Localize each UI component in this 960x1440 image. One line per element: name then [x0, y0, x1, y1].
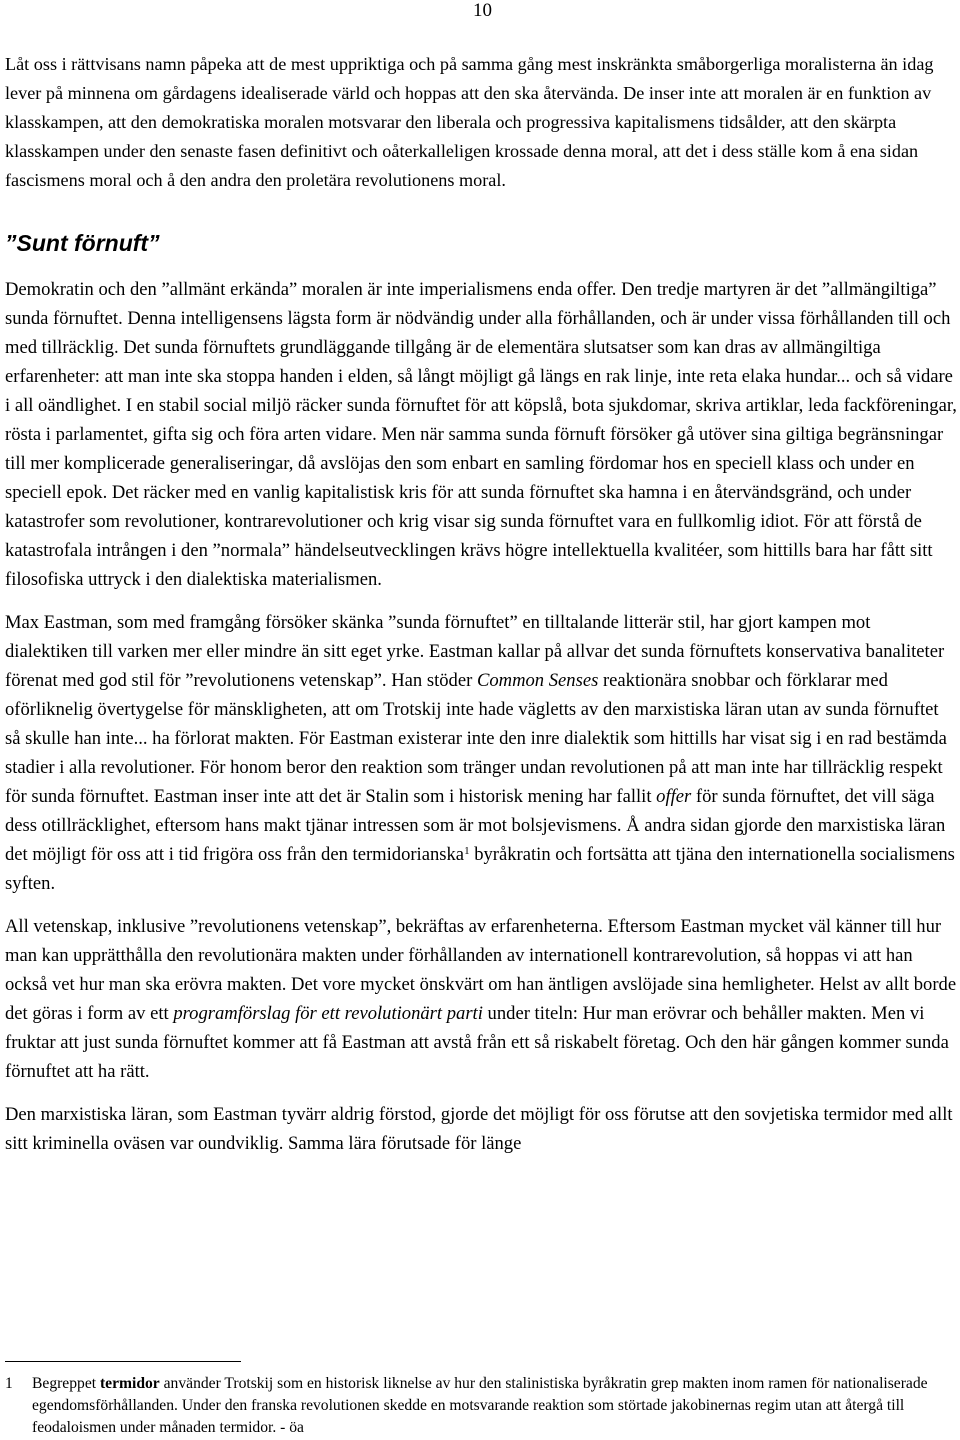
text-run: reaktionära snobbar och förklarar med oförliknelig övertygelse för mänskligheten, att om Trotskij inte hade vägletts av den marxistiska läran utan av sunda förnuftet så skulle han inte... ha förlorat makten. För Eastman existerar inte den inre dialektik som hittills har visat sig i en rad bestämda stadier i alla revolutioner. För honom beror den reaktion som tränger undan revolutionen på att man inte har tillräcklig respekt för sunda förnuftet. Eastman inser inte att det är Stalin som i historisk mening har fallit: [5, 670, 947, 807]
text-run: Max Eastman, som med framgång försöker skänka ”sunda förnuftet” en tilltalande litterär stil, har gjort kampen mot dialektiken till varken mer eller mindre än sitt eget yrke. Eastman kallar på allvar det sunda förnuftets konservativa banaliteter förenat med god stil för ”revolutionens vetenskap”. Han stöder: [5, 612, 945, 691]
footnote-reference[interactable]: 1: [464, 845, 470, 857]
italic-phrase: programförslag för ett revolutionärt parti: [173, 1003, 483, 1024]
text-run: byråkratin och fortsätta att tjäna den internationella socialismens syften.: [5, 844, 955, 894]
footnote-term: termidor: [99, 1375, 160, 1392]
paragraph-intro: Låt oss i rättvisans namn påpeka att de mest uppriktiga och på samma gång mest inskränkta småborgerliga moralisterna än idag lever på minnena om gårdagens idealiserade värld och hoppas att den ska återvända. De inser inte att moralen är en funktion av klasskampen, att den demokratiska moralen motsvarar den liberala och progressiva kapitalismens tidsålder, att den skärpta klasskampen under den senaste fasen definitivt och oåterkalleligen krossade denna moral, att det i dess ställe kom å ena sidan fascismens moral och å den andra den proletära revolutionens moral.: [5, 54, 934, 190]
page-number: 10: [473, 0, 492, 21]
paragraph-eastman: [5, 608, 957, 898]
italic-word: offer: [656, 786, 692, 807]
footnote-number: 1: [5, 1375, 13, 1392]
section-heading: ”Sunt förnuft”: [5, 230, 160, 256]
text-run: under titeln: Hur man erövrar och behåller makten. Men vi fruktar att just sunda förnuftet kommer att få Eastman att avstå från ett så riskabelt företag. Och den här gången kommer sunda förnuftet att ha rätt.: [5, 1003, 949, 1082]
footnote-text: [32, 1373, 955, 1439]
paragraph-science: [5, 912, 957, 1086]
paragraph-common-sense: Demokratin och den ”allmänt erkända” moralen är inte imperialismens enda offer. Den tredje martyren är det ”allmängiltiga” sunda förnuftet. Denna intelligensens lägsta form är nödvändig under alla förhållanden, och är under vissa förhållanden till och med tillräcklig. Det sunda förnuftets grundläggande tillgång är de elementära slutsatser som kan dras av allmängiltiga erfarenheter: att man inte ska stoppa handen i elden, så långt möjligt gå längs en rak linje, inte reta elaka hundar... och så vidare i all oändlighet. I en stabil social miljö räcker sunda förnuftet för att köpslå, bota sjukdomar, skriva artiklar, leda fackföreningar, rösta i parlamentet, gifta sig och föra arten vidare. Men när samma sunda förnuft försöker gå utöver sina giltiga begränsningar till mer komplicerade generaliseringar, då avslöjas den som enbart en samling fördomar hos en speciell klass och under en speciell epok. Det räcker med en vanlig kapitalistisk kris för att sunda förnuftet ska hamna i en återvändsgränd, och under katastrofer som revolutioner, kontrarevolutioner och krig visar sig sunda förnuftet vara en fullkomlig idiot. För att förstå de katastrofala intrången i den ”normala” händelseutvecklingen krävs högre intellektuella kvalitéer, som hittills bara har fått sitt filosofiska uttryck i den dialektiska materialismen.: [5, 279, 957, 590]
footnote-divider: [5, 1361, 241, 1362]
text-run: Begreppet: [32, 1375, 100, 1392]
italic-title: Common Senses: [476, 670, 599, 691]
text-run: använder Trotskij som en historisk liknelse av hur den stalinistiska byråkratin grep makten inom ramen för nationaliserade egendomsförhållanden. Under den franska revolutionen skedde en motsvarande reaktion som störtade jakobinernas regim utan att återgå till feodaloismen under månaden termidor. - öa: [32, 1375, 928, 1436]
footnote: [5, 1373, 955, 1439]
body-text: [5, 50, 957, 1158]
text-run: All vetenskap, inklusive ”revolutionens vetenskap”, bekräftas av erfarenheterna. Eftersom Eastman mycket väl känner till hur man kan upprätthålla den revolutionära makten under förhållanden av internationell kontrarevolution, så hoppas vi att han också vet hur man ska erövra makten. Det vore mycket önskvärt om han äntligen avslöjade sina hemligheter. Helst av allt borde det göras i form av ett: [5, 916, 957, 1024]
text-run: för sunda förnuftet, det vill säga dess otillräcklighet, eftersom hans makt tjänar intressen som är mot bolsjevismens. Å andra sidan gjorde den marxistiska läran det möjligt för oss att i tid frigöra oss från den termidorianska: [5, 786, 946, 865]
paragraph-termidor: Den marxistiska läran, som Eastman tyvärr aldrig förstod, gjorde det möjligt för oss förutse att den sovjetiska termidor med allt sitt kriminella oväsen var oundviklig. Samma lära förutsade för länge: [5, 1104, 953, 1154]
